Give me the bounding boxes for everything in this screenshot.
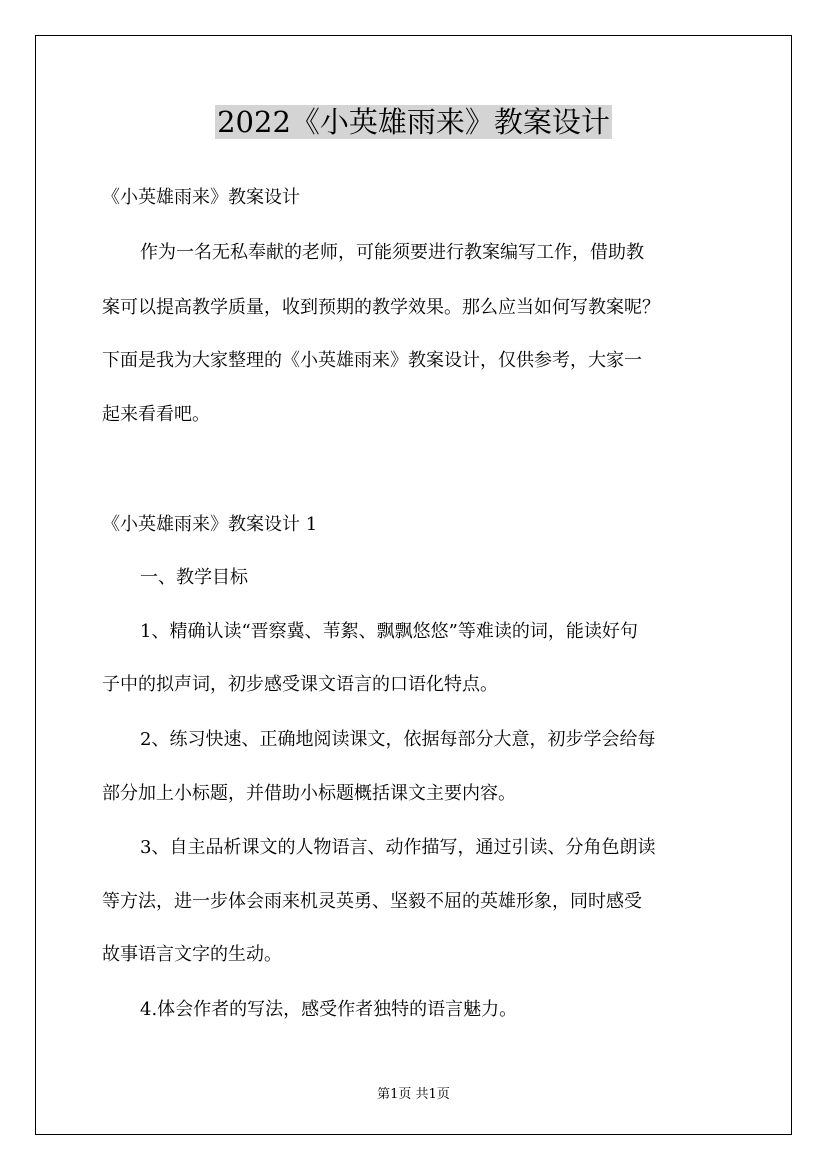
intro-line-1: 作为一名无私奉献的老师，可能须要进行教案编写工作，借助教: [140, 242, 644, 263]
goal-2-line-1: 2、练习快速、正确地阅读课文，依据每部分大意，初步学会给每: [140, 729, 656, 750]
section-title: 《小英雄雨来》教案设计 1: [102, 514, 318, 535]
document-title: 2022《小英雄雨来》教案设计: [217, 105, 610, 139]
intro-line-3: 下面是我为大家整理的《小英雄雨来》教案设计，仅供参考，大家一: [102, 350, 642, 371]
intro-line-2: 案可以提高教学质量，收到预期的教学效果。那么应当如何写教案呢？: [102, 297, 660, 318]
goal-3-line-1: 3、自主品析课文的人物语言、动作描写，通过引读、分角色朗读: [140, 837, 656, 858]
heading-teaching-goals: 一、教学目标: [140, 567, 248, 588]
subtitle: 《小英雄雨来》教案设计: [102, 187, 300, 208]
goal-3-line-3: 故事语言文字的生动。: [102, 944, 282, 965]
goal-4: 4.体会作者的写法，感受作者独特的语言魅力。: [140, 999, 518, 1020]
intro-line-4: 起来看看吧。: [102, 404, 210, 425]
page-footer: 第1页 共1页: [377, 1087, 450, 1102]
goal-3-line-2: 等方法，进一步体会雨来机灵英勇、坚毅不屈的英雄形象，同时感受: [102, 891, 642, 912]
goal-1-line-2: 子中的拟声词，初步感受课文语言的口语化特点。: [102, 674, 498, 695]
goal-2-line-2: 部分加上小标题，并借助小标题概括课文主要内容。: [102, 783, 516, 804]
goal-1-line-1: 1、精确认读“晋察冀、苇絮、飘飘悠悠”等难读的词，能读好句: [140, 621, 638, 642]
